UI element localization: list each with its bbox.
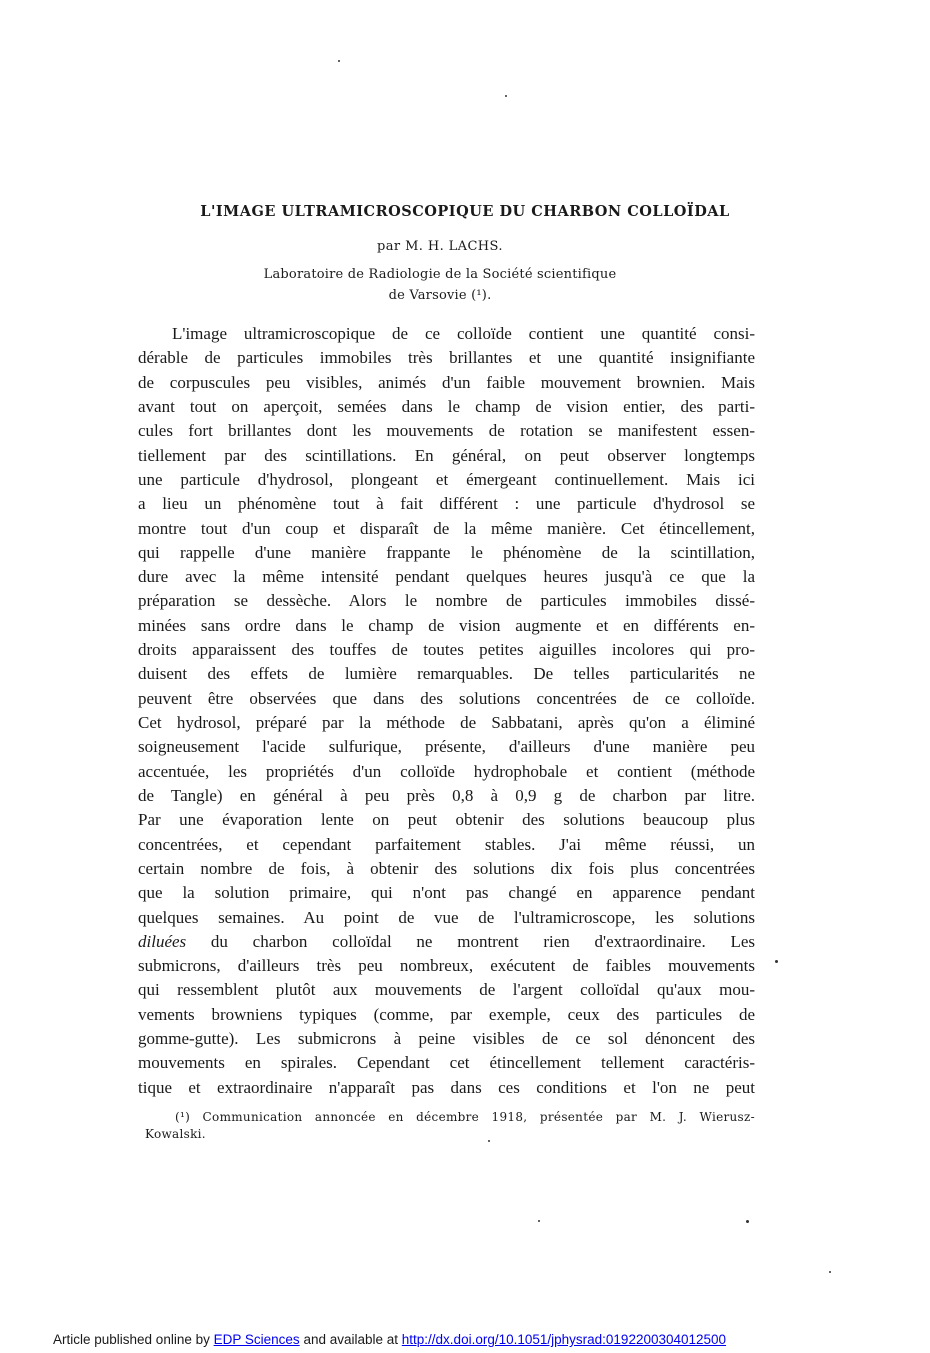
scan-speck (775, 960, 778, 963)
body-line: qui ressemblent plutôt aux mouvements de l'argent colloïdal qu'aux mou- (138, 980, 755, 1000)
body-line: certain nombre de fois, à obtenir des solutions dix fois plus concentrées (138, 858, 755, 878)
body-line: Cet hydrosol, préparé par la méthode de Sabbatani, après qu'on a éliminé (138, 713, 755, 732)
body-line: de Tangle) en général à peu près 0,8 à 0,9 g de charbon par litre. (138, 785, 755, 805)
body-line: avant tout on aperçoit, semées dans le champ de vision entier, des parti- (138, 396, 755, 416)
body-line: diluées du charbon colloïdal ne montrent rien d'extraordinaire. Les (138, 931, 755, 951)
body-line: mouvements en spirales. Cependant cet étincellement tellement caractéris- (138, 1053, 755, 1073)
author-byline: par M. H. LACHS. (377, 239, 503, 254)
italic-term: diluées (138, 931, 187, 951)
body-line: duisent des effets de lumière remarquables. De telles particularités ne (138, 664, 755, 684)
article-body (138, 322, 755, 1100)
scan-speck (746, 1220, 749, 1223)
body-line: submicrons, d'ailleurs très peu nombreux, exécutent de faibles mouvements (138, 956, 755, 976)
body-line: que la solution primaire, qui n'ont pas changé en apparence pendant (138, 883, 755, 903)
affiliation-line-1: Laboratoire de Radiologie de la Société scientifique (263, 267, 617, 282)
body-line: vements browniens typiques (comme, par exemple, ceux des particules de (138, 1004, 755, 1024)
body-line: minées sans ordre dans le champ de vision augmente et en différents en- (138, 615, 755, 635)
body-line: peuvent être observées que dans des solutions concentrées de ce colloïde. (138, 688, 755, 708)
body-line: Par une évaporation lente on peut obtenir des solutions beaucoup plus (138, 810, 755, 830)
body-line: préparation se dessèche. Alors le nombre de particules immobiles dissé- (138, 591, 755, 611)
affiliation-line-2: de Varsovie (¹). (388, 288, 492, 303)
doi-link[interactable]: http://dx.doi.org/10.1051/jphysrad:0192200304012500 (401, 1332, 727, 1347)
publisher-link[interactable]: EDP Sciences (213, 1332, 300, 1347)
body-line: dérable de particules immobiles très brillantes et une quantité insignifiante (138, 348, 755, 368)
scan-speck (829, 1271, 831, 1273)
footnote-line-1: (¹) Communication annoncée en décembre 1918, présentée par M. J. Wierusz- (175, 1110, 755, 1124)
body-line: accentuée, les propriétés d'un colloïde hydrophobale et contient (méthode (138, 761, 755, 781)
scan-speck (338, 60, 340, 62)
footer-prefix: Article published online by (53, 1332, 210, 1347)
body-line: de corpuscules peu visibles, animés d'un faible mouvement brownien. Mais (138, 372, 755, 392)
body-line: dure avec la même intensité pendant quelques heures jusqu'à ce que la (138, 567, 755, 587)
body-line: quelques semaines. Au point de vue de l'ultramicroscope, les solutions (138, 907, 755, 927)
scan-speck (488, 1140, 490, 1142)
body-line: qui rappelle d'une manière frappante le phénomène de la scintillation, (138, 542, 755, 562)
footer-middle: and available at (303, 1332, 399, 1347)
body-line: L'image ultramicroscopique de ce colloïde contient une quantité consi- (172, 324, 755, 343)
body-line: tique et extraordinaire n'apparaît pas dans ces conditions et l'on ne peut (138, 1077, 755, 1097)
body-line: soigneusement l'acide sulfurique, présente, d'ailleurs d'une manière peu (138, 737, 755, 757)
body-line: tiellement par des scintillations. En général, on peut observer longtemps (138, 445, 755, 465)
body-line: montre tout d'un coup et disparaît de la même manière. Cet étincellement, (138, 518, 755, 538)
footnote-line-2: Kowalski. (145, 1127, 206, 1141)
publication-footer (53, 1332, 726, 1347)
body-line: cules fort brillantes dont les mouvements de rotation se manifestent essen- (138, 421, 755, 441)
body-line: une particule d'hydrosol, plongeant et émergeant continuellement. Mais ici (138, 469, 755, 489)
body-line: droits apparaissent des touffes de toutes petites aiguilles incolores qui pro- (138, 640, 755, 660)
body-line: gomme-gutte). Les submicrons à peine visibles de ce sol dénoncent des (138, 1029, 755, 1049)
scan-speck (505, 95, 507, 97)
article-title: L'IMAGE ULTRAMICROSCOPIQUE DU CHARBON COLLOÏDAL (200, 203, 730, 220)
footnote (145, 1109, 755, 1143)
body-line: a lieu un phénomène tout à fait différent : une particule d'hydrosol se (138, 494, 755, 514)
body-line: concentrées, et cependant parfaitement stables. J'ai même réussi, un (138, 834, 755, 854)
scan-speck (538, 1220, 540, 1222)
author-affiliation (0, 264, 880, 306)
